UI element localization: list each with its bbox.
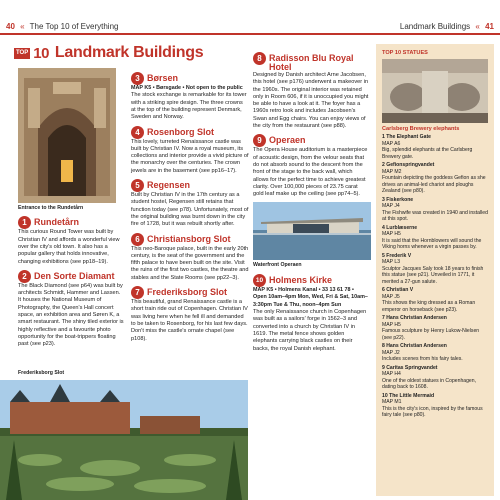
entry-name: Børsen — [147, 73, 179, 83]
frederiksborg-photo — [0, 380, 248, 500]
right-arrow-icon: « — [475, 22, 480, 31]
entry-number: 7 — [131, 286, 144, 299]
column-2 — [131, 68, 249, 343]
statue-map: MAP M1 — [382, 399, 402, 405]
statue-desc: This shows the king dressed as a Roman emperor on horseback (see p23). — [382, 300, 476, 313]
statue-desc: It is said that the Hornblowers will sound the Viking horns whenever a virgin passes by. — [382, 237, 482, 250]
statue-desc: Famous sculpture by Henry Lukow-Nielsen (see p22). — [382, 328, 480, 341]
statue-name: 10 The Little Mermaid — [382, 392, 435, 399]
list-item — [382, 365, 488, 391]
statue-name: 3 Fiskerkone — [382, 196, 414, 203]
opera-caption: Waterfront Operaen — [253, 262, 302, 269]
statue-name: 8 Hans Christian Andersen — [382, 343, 447, 349]
entry-10 — [253, 273, 369, 353]
column-3 — [253, 48, 369, 353]
entry-name: Frederiksborg Slot — [147, 287, 228, 298]
statue-map: MAP L3 — [382, 259, 401, 265]
statue-name: 5 Frederik V — [382, 252, 412, 259]
statue-name: 2 Gefionspringvandet — [382, 162, 435, 168]
elephants-illustration — [382, 59, 488, 123]
list-item — [382, 197, 488, 223]
entry-3 — [131, 71, 249, 122]
entry-name: Rundetårn — [34, 217, 79, 228]
statue-map: MAP J4 — [382, 203, 400, 209]
statue-desc: The Fishwife was created in 1940 and installed at this spot. — [382, 209, 488, 222]
entry-name: Operaen — [269, 135, 306, 146]
rundetaarn-photo — [18, 68, 116, 203]
entry-number: 4 — [131, 126, 144, 139]
list-item — [382, 253, 488, 286]
list-item — [382, 225, 488, 251]
statue-desc: Fountain depicting the goddess Gefion as she drives an animal-led chariot and ploughs Zealand (see p80). — [382, 175, 486, 194]
column-1 — [18, 68, 124, 349]
statue-desc: Big, splendid elephants at the Carlsberg Brewery gate. — [382, 147, 473, 160]
entry-info: MAP K5 • Holmens Kanal • 33 13 61 78 • Open 10am–4pm Mon, Wed, Fri & Sat, 10am–3:30pm Tue & Thu, noon–4pm Sun — [253, 286, 368, 308]
entry-number: 6 — [131, 233, 144, 246]
entry-8 — [253, 51, 369, 130]
frederiksborg-illustration — [0, 380, 248, 500]
list-item — [382, 287, 488, 313]
statue-desc: This is the city's icon, inspired by the famous fairy tale (see p80). — [382, 405, 483, 418]
entry-body: The Opera House auditorium is a masterpiece of acoustic design, from the velour seats that do not absorb sound to the descent from the front of the stage to the back wall, which allows for the perfect time to achieve greatest clarity. Over 100,000 pieces of 23.75 carat gold leaf make up the ceiling (see pp74–5). — [253, 147, 368, 198]
top10-number: 10 — [33, 44, 49, 62]
entry-name: Radisson Blu Royal Hotel — [269, 53, 354, 72]
entry-number: 10 — [253, 274, 266, 287]
list-item — [382, 162, 488, 195]
opera-photo — [253, 202, 371, 260]
top10-badge: TOP — [14, 48, 30, 59]
entry-name: Den Sorte Diamant — [34, 270, 115, 281]
rundetaarn-illustration — [18, 68, 116, 203]
entry-body: This neo-Baroque palace, built in the early 20th century, is the seat of the government and the fifth palace to have been built on the site. Visit the ruins of the first two castles, the theatre and stables and the State Rooms (see pp22–3). — [131, 245, 249, 281]
statue-name: 7 Hans Christian Andersen — [382, 315, 447, 321]
page-title — [14, 44, 203, 62]
list-item — [382, 393, 488, 419]
left-header-text: The Top 10 of Everything — [29, 22, 119, 31]
entry-name: Rosenborg Slot — [147, 126, 214, 137]
entry-6 — [131, 232, 249, 282]
statue-map: MAP H5 — [382, 231, 401, 237]
rundetaarn-caption: Entrance to the Rundetårn — [18, 205, 84, 211]
entry-body: This curious Round Tower was built by Christian IV and affords a wonderful view over the city's old town. It also has a popular gallery that holds innovative, changing exhibitions (see pp18–19). — [18, 229, 120, 265]
entry-1 — [18, 215, 124, 265]
entry-body: The stock exchange is remarkable for its tower with a striking spire design. The three crowns at the top of the building represent Denmark, Sweden and Norway. — [131, 92, 247, 121]
statues-list — [382, 134, 488, 419]
statue-map: MAP J2 — [382, 349, 400, 356]
right-header-text: Landmark Buildings — [399, 22, 471, 31]
entry-body: Built by Christian IV in the 17th century as a student hostel, Regensen still retains that function today (see p78). Unfortunately, most of the original building was burnt down in the city fire of 1728, but it was rebuilt shortly after. — [131, 192, 249, 228]
statue-desc: Includes scenes from his fairy tales. — [382, 356, 463, 362]
statue-name: 1 The Elephant Gate — [382, 134, 431, 140]
entry-5 — [131, 178, 249, 228]
entry-body: The Black Diamond (see p64) was built by architects Schmidt, Hammer and Lassen. It houses the National Museum of Photography, the Queen's Hall concert space, an exhibition area and Søren K, a smart restaurant. The shiny tiled exterior is highly reflective and a favourite photo opportunity for the boat-trippers floating past (see p23). — [18, 282, 124, 348]
entry-2 — [18, 269, 124, 349]
title-text: Landmark Buildings — [54, 44, 204, 61]
statue-map: MAP H4 — [382, 371, 401, 377]
entry-7 — [131, 285, 249, 343]
sidebar-heading: TOP 10 STATUES — [382, 50, 428, 56]
statue-map: MAP H5 — [382, 321, 401, 328]
statue-map: MAP M2 — [382, 168, 402, 175]
left-page-number: 40 — [6, 22, 15, 31]
entry-name: Christiansborg Slot — [147, 233, 231, 244]
statue-map: MAP A6 — [382, 140, 401, 147]
elephants-photo — [382, 59, 488, 123]
frederiksborg-caption: Frederiksborg Slot — [18, 370, 65, 376]
page-header — [0, 0, 500, 40]
list-item — [382, 134, 488, 160]
statue-map: MAP J5 — [382, 293, 400, 300]
sidebar-top10-statues — [376, 44, 494, 496]
elephants-caption: Carlsberg Brewery elephants — [382, 126, 460, 132]
entry-number: 3 — [131, 72, 144, 85]
entry-9 — [253, 133, 369, 198]
statue-desc: Sculptor Jacques Saly took 18 years to finish this statue (see p21). Unveiled in 1771, it merited a 27-gun salute. — [382, 265, 484, 285]
entry-number: 1 — [18, 216, 31, 229]
right-page-number: 41 — [485, 22, 494, 31]
entry-number: 5 — [131, 179, 144, 192]
entry-info: MAP K5 • Børsgade • Not open to the public — [131, 85, 243, 91]
entry-name: Holmens Kirke — [269, 274, 333, 285]
entry-body: This lovely, turreted Renaissance castle was built by Christian IV. Now a royal museum, its collections and interior provide a vivid picture of the monarchy over the centuries. The crown jewels are in the basement (see pp16–17). — [131, 138, 249, 174]
header-left — [6, 22, 118, 31]
entry-name: Regensen — [147, 180, 191, 191]
list-item — [382, 315, 488, 341]
entry-body: The only Renaissance church in Copenhagen was built as a sailors' forge in 1562–3 and converted into a church by Christian IV in 1619. The metal fence shows golden elephants carrying black castles on their backs, the royal Danish elephant. — [253, 309, 367, 352]
entry-4 — [131, 125, 249, 175]
left-arrow-icon: « — [20, 22, 25, 31]
statue-name: 4 Lurblæserne — [382, 224, 418, 231]
list-item — [382, 343, 488, 363]
entry-number: 2 — [18, 270, 31, 283]
entry-number: 9 — [253, 134, 266, 147]
entry-body: Designed by Danish architect Arne Jacobsen, this hotel (see p176) underwent a makeover in the 1960s. The original interior was retained only in Room 606, if it is unoccupied you might be able to have a look at it. The foyer has a 1960s retro look and includes Jacobsen's Swan and Egg chairs. You can enjoy views of the city from the restaurant (see p88). — [253, 72, 369, 130]
header-right — [400, 22, 494, 31]
entry-number: 8 — [253, 52, 266, 65]
opera-illustration — [253, 202, 371, 260]
entry-body: This beautiful, grand Renaissance castle is a short train ride out of Copenhagen. Christian IV was living here when he fell ill and demanded to be taken to Rosenborg, for his last few days. Don't miss the castle's ornate chapel (see p108). — [131, 299, 248, 342]
statue-desc: One of the oldest statues in Copenhagen, dating back to 1608. — [382, 377, 477, 390]
statue-name: 6 Christian V — [382, 287, 414, 293]
statue-name: 9 Caritas Springvandet — [382, 364, 438, 371]
header-rule — [0, 33, 500, 35]
